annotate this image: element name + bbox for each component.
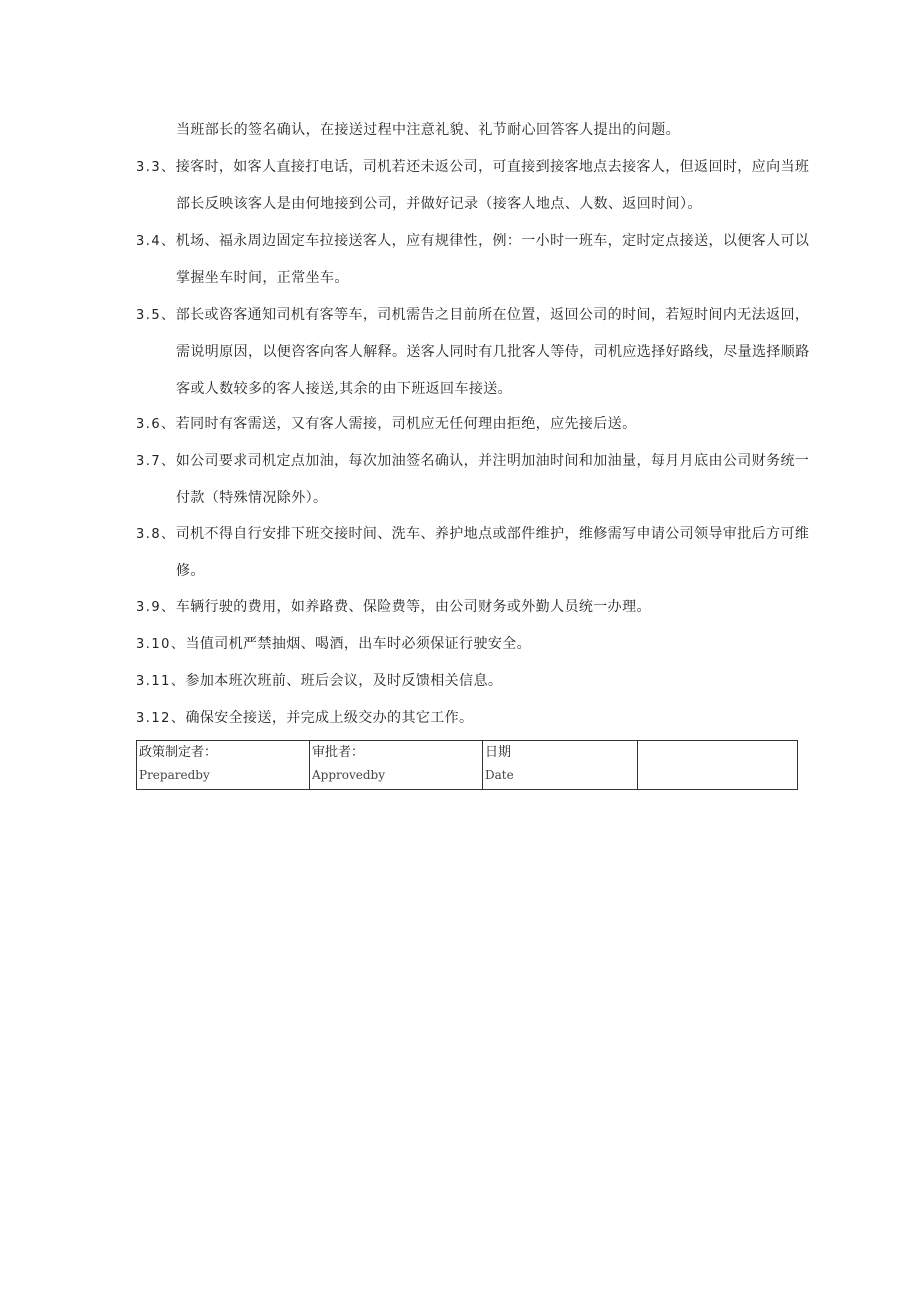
signature-table: [136, 740, 798, 790]
paragraph-continuation: [136, 112, 860, 149]
paragraph-3-6: [136, 406, 860, 443]
paragraph-number: 3.3、: [136, 160, 176, 175]
paragraph-3-3: [136, 149, 860, 223]
paragraph-line: 当值司机严禁抽烟、喝酒，出车时必须保证行驶安全。: [185, 636, 532, 652]
paragraph-number: 3.9、: [136, 600, 176, 615]
paragraph-line: 机场、福永周边固定车拉接送客人，应有规律性，例：一小时一班车，定时定点接送，以便客人可以: [175, 233, 810, 249]
paragraph-line: 司机不得自行安排下班交接时间、洗车、养护地点或部件维护，维修需写申请公司领导审批后方可维: [175, 526, 810, 542]
date-cell: [483, 741, 638, 790]
paragraph-3-10: [136, 626, 860, 663]
paragraph-line: 参加本班次班前、班后会议，及时反馈相关信息。: [185, 673, 503, 689]
paragraph-line: 客或人数较多的客人接送,其余的由下班返回车接送。: [176, 381, 513, 397]
paragraph-number: 3.12、: [136, 711, 186, 726]
paragraph-line: 确保安全接送，并完成上级交办的其它工作。: [185, 710, 474, 726]
table-row: [137, 741, 798, 790]
paragraph-line: 掌握坐车时间，正常坐车。: [176, 270, 349, 286]
approved-by-cell: [310, 741, 483, 790]
paragraph-line: 如公司要求司机定点加油，每次加油签名确认，并注明加油时间和加油量，每月月底由公司财务统一: [175, 453, 810, 469]
paragraph-number: 3.10、: [136, 637, 186, 652]
paragraph-line: 部长或咨客通知司机有客等车，司机需告之目前所在位置，返回公司的时间，若短时间内无法返回，: [175, 307, 810, 323]
paragraph-3-11: [136, 663, 860, 700]
paragraph-number: 3.7、: [136, 454, 176, 469]
paragraph-line: 车辆行驶的费用，如养路费、保险费等，由公司财务或外勤人员统一办理。: [175, 599, 651, 615]
paragraph-number: 3.6、: [136, 417, 176, 432]
approved-by-label-en: Approvedby: [312, 768, 386, 782]
paragraph-3-4: [136, 223, 860, 297]
paragraph-number: 3.5、: [136, 308, 176, 323]
approved-by-label-cn: 审批者：: [312, 745, 365, 760]
prepared-by-label-cn: 政策制定者：: [139, 745, 218, 760]
paragraph-3-7: [136, 443, 860, 517]
paragraph-line: 付款（特殊情况除外）。: [176, 490, 328, 506]
date-label-en: Date: [485, 768, 514, 782]
paragraph-3-12: [136, 700, 860, 737]
paragraph-line: 若同时有客需送，又有客人需接，司机应无任何理由拒绝，应先接后送。: [175, 416, 637, 432]
prepared-by-cell: [137, 741, 310, 790]
date-label-cn: 日期: [485, 745, 512, 760]
paragraph-3-8: [136, 516, 860, 590]
paragraph-line: 部长反映该客人是由何地接到公司，并做好记录（接客人地点、人数、返回时间）。: [176, 196, 702, 212]
paragraph-number: 3.8、: [136, 527, 176, 542]
paragraph-3-9: [136, 589, 860, 626]
paragraph-number: 3.4、: [136, 234, 176, 249]
paragraph-line: 需说明原因，以便咨客向客人解释。送客人同时有几批客人等侍，司机应选择好路线，尽量选择顺路: [176, 344, 810, 360]
prepared-by-label-en: Preparedby: [139, 768, 210, 782]
paragraph-line: 修。: [176, 563, 205, 579]
paragraph-number: 3.11、: [136, 674, 186, 689]
paragraph-3-5: [136, 297, 860, 408]
paragraph-line: 接客时，如客人直接打电话，司机若还未返公司，可直接到接客地点去接客人，但返回时，应向当班: [175, 159, 810, 175]
blank-cell: [638, 741, 798, 790]
paragraph-line: 当班部长的签名确认，在接送过程中注意礼貌、礼节耐心回答客人提出的问题。: [176, 122, 680, 138]
